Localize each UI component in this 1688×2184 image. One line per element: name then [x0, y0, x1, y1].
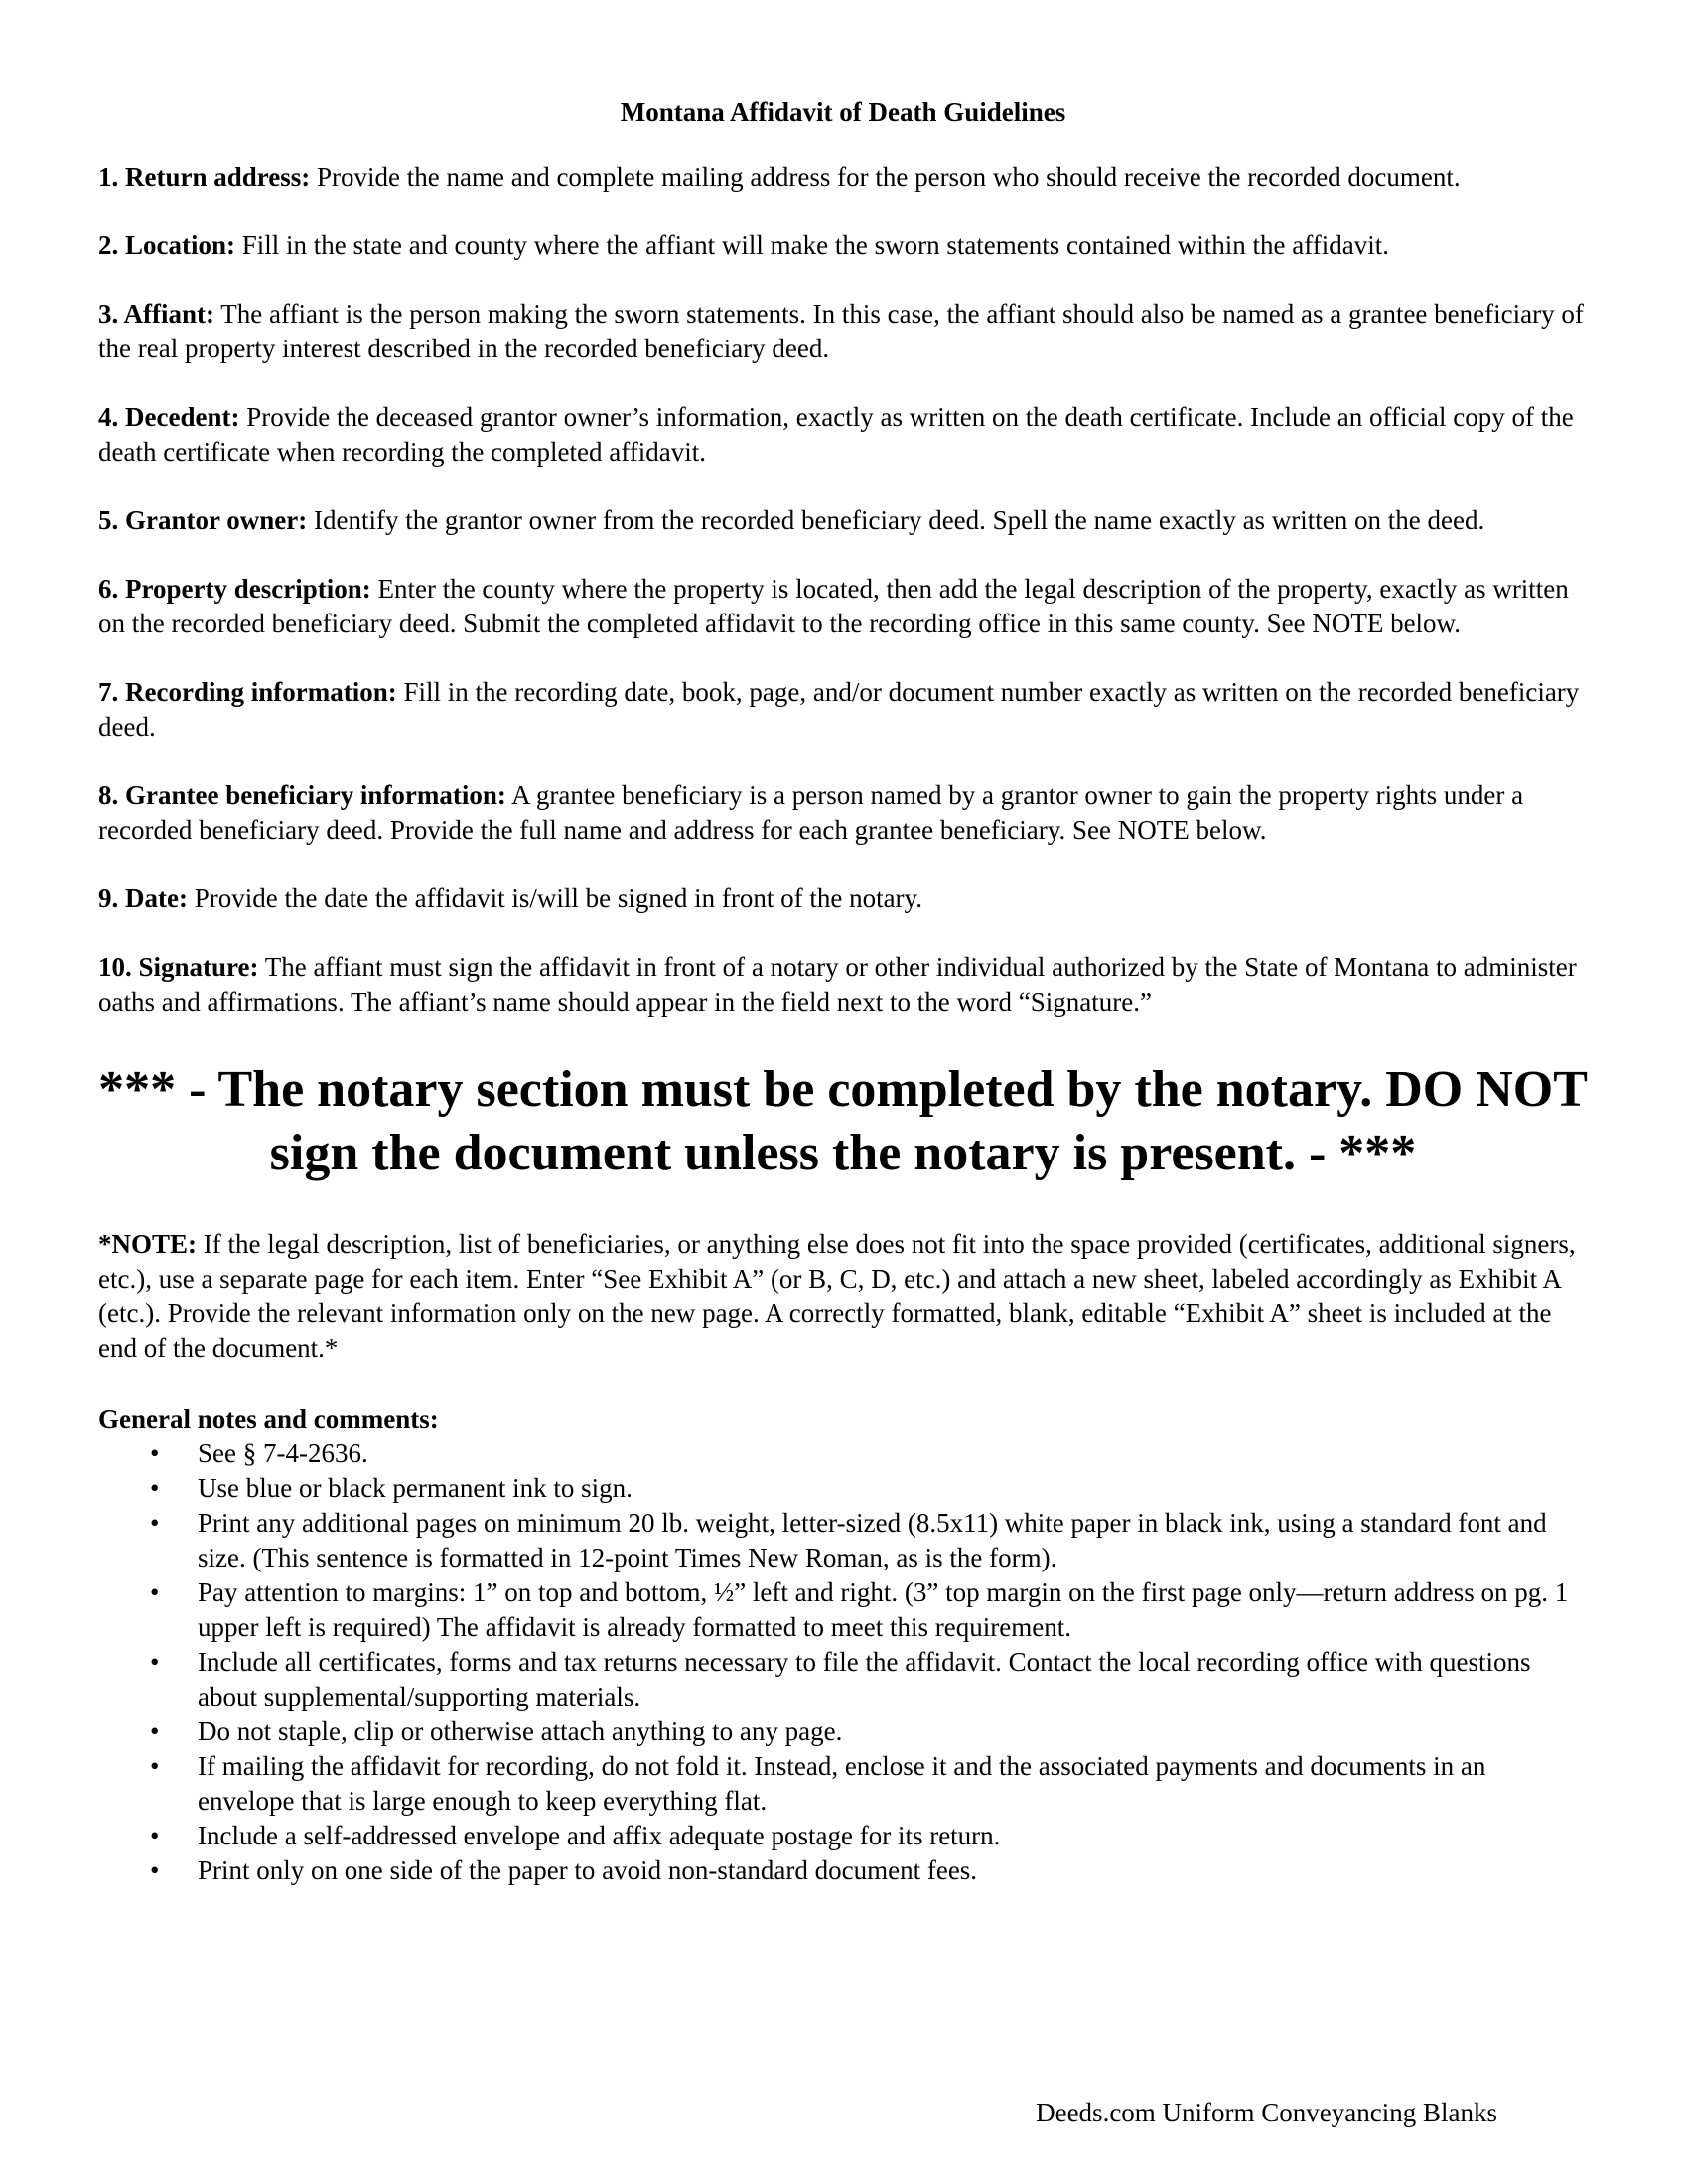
footer-credit: Deeds.com Uniform Conveyancing Blanks [1036, 2098, 1497, 2127]
guideline-label: 2. Location: [98, 230, 235, 260]
bullet-icon: • [150, 1438, 160, 1468]
list-item-text: See § 7-4-2636. [198, 1438, 368, 1468]
guideline-text: Provide the name and complete mailing address for the person who should receive the recorded document. [310, 162, 1461, 192]
guideline-text: A grantee beneficiary is a person named by a grantor owner to gain the property rights under a recorded beneficiary deed. Provide the full name and address for each grantee beneficiary. See NOTE below. [98, 780, 1524, 845]
guideline-item-return-address [98, 160, 1588, 195]
bullet-icon: • [150, 1473, 160, 1503]
guideline-item-signature [98, 950, 1588, 1020]
guideline-text: The affiant is the person making the sworn statements. In this case, the affiant should also be named as a grantee beneficiary of the real property interest described in the recorded beneficiary deed. [98, 299, 1584, 363]
list-item-text: Use blue or black permanent ink to sign. [198, 1473, 633, 1503]
guideline-item-decedent [98, 400, 1588, 470]
list-item [98, 1749, 1588, 1819]
bullet-icon: • [150, 1577, 160, 1607]
guideline-text: The affiant must sign the affidavit in front of a notary or other individual authorized by the State of Montana to administer oaths and affirmations. The affiant’s name should appear in the field next to the word “Signature.” [98, 952, 1577, 1017]
note-text: If the legal description, list of beneficiaries, or anything else does not fit into the space provided (certificates, additional signers, etc.), use a separate page for each item. Enter “See Exhibit A” (or B, C, D, etc.) and attach a new sheet, labeled accordingly as Exhibit A (etc.). Provide the relevant information only on the new page. A correctly formatted, blank, editable “Exhibit A” sheet is included at the end of the document.* [98, 1229, 1576, 1363]
notary-warning: *** - The notary section must be completed by the notary. DO NOT sign the document unless the notary is present. - *** [98, 1061, 1588, 1181]
list-item-text: Print only on one side of the paper to avoid non-standard document fees. [198, 1855, 978, 1885]
guideline-label: 5. Grantor owner: [98, 505, 308, 535]
document-page [98, 95, 1588, 1888]
bullet-icon: • [150, 1508, 160, 1538]
guideline-label: 1. Return address: [98, 162, 311, 192]
guideline-item-recording-information [98, 675, 1588, 745]
bullet-icon: • [150, 1647, 160, 1677]
guideline-label: 8. Grantee beneficiary information: [98, 780, 506, 810]
guideline-text: Enter the county where the property is located, then add the legal description of the property, exactly as written on the recorded beneficiary deed. Submit the completed affidavit to the recording office in this same county. See NOTE below. [98, 574, 1569, 638]
document-title: Montana Affidavit of Death Guidelines [620, 97, 1066, 127]
general-notes-heading: General notes and comments: [98, 1404, 439, 1433]
note-label: *NOTE: [98, 1229, 198, 1259]
guideline-text: Provide the deceased grantor owner’s information, exactly as written on the death certificate. Include an official copy of the death certificate when recording the completed affidavit. [98, 402, 1574, 467]
bullet-icon: • [150, 1855, 160, 1885]
guideline-text: Fill in the state and county where the affiant will make the sworn statements contained within the affidavit. [235, 230, 1389, 260]
bullet-icon: • [150, 1751, 160, 1781]
list-item [98, 1471, 1588, 1506]
list-item [98, 1506, 1588, 1575]
bullet-icon: • [150, 1716, 160, 1746]
guideline-item-affiant [98, 297, 1588, 366]
guideline-item-grantee-beneficiary [98, 778, 1588, 848]
guideline-text: Fill in the recording date, book, page, and/or document number exactly as written on the recorded beneficiary deed. [98, 677, 1580, 742]
guideline-item-date [98, 882, 1588, 916]
list-item-text: Pay attention to margins: 1” on top and bottom, ½” left and right. (3” top margin on the first page only—return address on pg. 1 upper left is required) The affidavit is already formatted to meet this requirement. [198, 1577, 1569, 1642]
list-item [98, 1714, 1588, 1749]
guideline-label: 10. Signature: [98, 952, 259, 982]
general-notes-list [98, 1436, 1588, 1888]
list-item-text: Include a self-addressed envelope and affix adequate postage for its return. [198, 1821, 1001, 1850]
exhibit-note [98, 1227, 1588, 1366]
list-item-text: Include all certificates, forms and tax returns necessary to file the affidavit. Contact the local recording office with questions about supplemental/supporting materials. [198, 1647, 1531, 1711]
bullet-icon: • [150, 1821, 160, 1850]
list-item [98, 1436, 1588, 1471]
guideline-text: Provide the date the affidavit is/will be signed in front of the notary. [187, 884, 923, 913]
guideline-item-grantor-owner [98, 503, 1588, 538]
list-item [98, 1819, 1588, 1853]
guideline-text: Identify the grantor owner from the recorded beneficiary deed. Spell the name exactly as written on the deed. [307, 505, 1485, 535]
guideline-label: 7. Recording information: [98, 677, 397, 707]
list-item [98, 1645, 1588, 1714]
guideline-label: 4. Decedent: [98, 402, 240, 432]
guideline-label: 6. Property description: [98, 574, 371, 604]
list-item-text: If mailing the affidavit for recording, do not fold it. Instead, enclose it and the associated payments and documents in an envelope that is large enough to keep everything flat. [198, 1751, 1486, 1816]
guideline-item-location [98, 228, 1588, 263]
guideline-item-property-description [98, 572, 1588, 641]
guideline-label: 9. Date: [98, 884, 188, 913]
list-item [98, 1575, 1588, 1645]
list-item [98, 1853, 1588, 1888]
list-item-text: Print any additional pages on minimum 20 lb. weight, letter-sized (8.5x11) white paper in black ink, using a standard font and size. (This sentence is formatted in 12-point Times New Roman, as is the form). [198, 1508, 1547, 1572]
guideline-label: 3. Affiant: [98, 299, 214, 329]
list-item-text: Do not staple, clip or otherwise attach anything to any page. [198, 1716, 843, 1746]
